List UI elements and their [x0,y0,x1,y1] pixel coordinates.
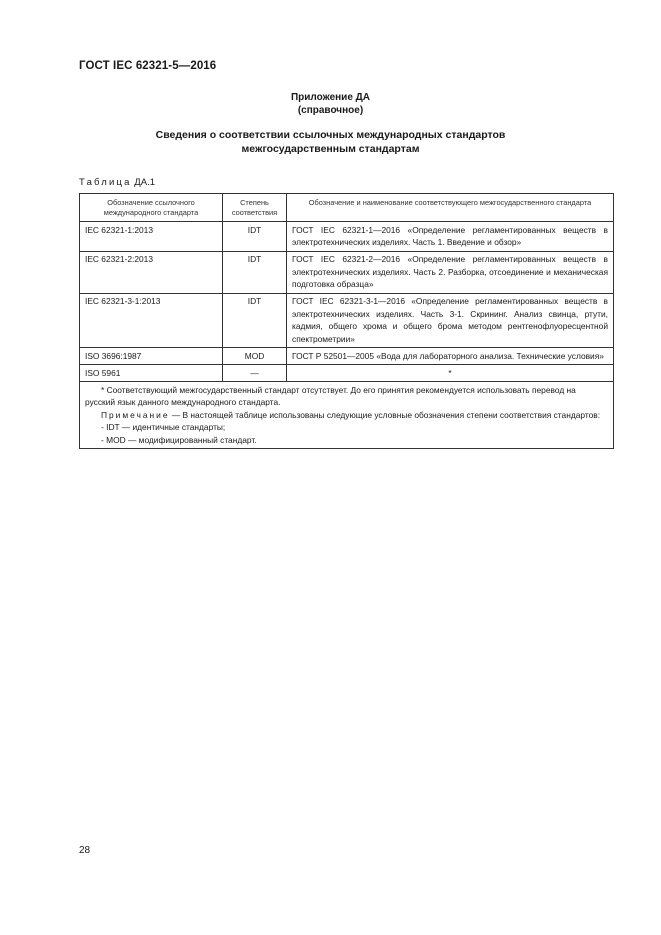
appendix-subtitle: (справочное) [297,105,364,116]
footnote-text: * Соответствующий межгосударственный стандарт отсутствует. До его принятия рекомендуется использовать перевод на русский язык данного международного стандарта. [85,384,576,407]
page-number: 28 [79,845,91,856]
degree-cell: IDT [223,222,287,252]
table-row [80,365,614,382]
degree-cell: IDT [223,251,287,293]
legend-item-mod: - MOD — модифицированный стандарт. [101,434,257,445]
section-heading-line2: межгосударственным стандартам [241,143,420,155]
degree-cell: MOD [223,348,287,365]
appendix-title-block [0,91,661,117]
note-label: Примечание [101,409,170,420]
table-caption-id: ДА.1 [134,177,155,188]
table-notes [80,382,614,449]
section-heading [120,128,541,156]
table-caption-word: Таблица [79,177,132,188]
header-reference-standard: Обозначение ссылочного международного стандарта [80,194,223,222]
table-row [80,293,614,348]
document-code: ГОСТ IEC 62321-5—2016 [79,60,217,72]
table-header-row [80,194,614,222]
legend-item-idt: - IDT — идентичные стандарты; [101,422,226,432]
interstate-standard-cell: ГОСТ IEC 62321-1—2016 «Определение регламентированных веществ в электротехнических изделиях. Часть 1. Введение и обзор» [287,222,614,252]
degree-cell: — [223,365,287,382]
correspondence-table [79,193,614,449]
header-degree: Степень соответствия [223,194,287,222]
table-row [80,348,614,365]
interstate-standard-cell: ГОСТ IEC 62321-2—2016 «Определение регламентированных веществ в электротехнических изделиях. Часть 2. Разборка, отсоединение и механическая подготовка образца» [287,251,614,293]
reference-standard-cell: ISO 5961 [80,365,223,382]
table-caption [79,177,155,188]
appendix-title: Приложение ДА [290,92,371,103]
reference-standard-cell: IEC 62321-2:2013 [80,251,223,293]
interstate-standard-cell: * [287,365,614,382]
degree-cell: IDT [223,293,287,348]
header-interstate-standard: Обозначение и наименование соответствующего межгосударственного стандарта [287,194,614,222]
table-row [80,222,614,252]
section-heading-line1: Сведения о соответствии ссылочных международных стандартов [155,129,506,141]
reference-standard-cell: ISO 3696:1987 [80,348,223,365]
interstate-standard-cell: ГОСТ Р 52501—2005 «Вода для лабораторного анализа. Технические условия» [287,348,614,365]
interstate-standard-cell: ГОСТ IEC 62321-3-1—2016 «Определение регламентированных веществ в электротехнических изделиях. Часть 3-1. Скрининг. Анализ свинца, ртути, кадмия, общего хрома и общего брома методом рентгенофлуоресцентной спектрометрии» [287,293,614,348]
note-text: — В настоящей таблице использованы следующие условные обозначения степени соответствия стандартов: [169,409,601,420]
table-row [80,251,614,293]
table-footer-row [80,382,614,449]
reference-standard-cell: IEC 62321-1:2013 [80,222,223,252]
reference-standard-cell: IEC 62321-3-1:2013 [80,293,223,348]
note-paragraph [85,409,608,422]
